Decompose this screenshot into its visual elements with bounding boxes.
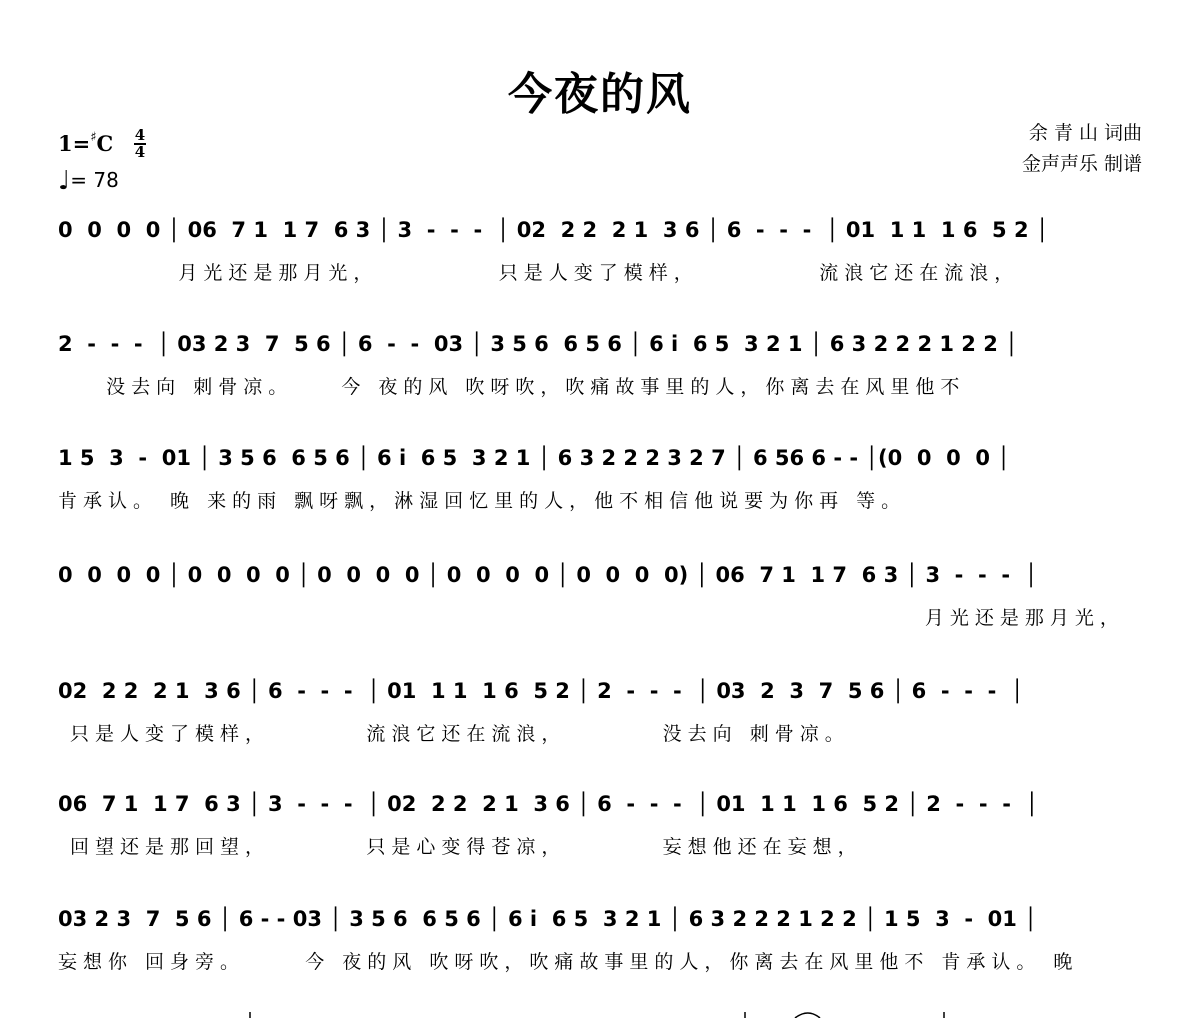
score-row: [58, 561, 1144, 629]
score-row: [58, 330, 1144, 398]
notation-line: 02 2 2 2 1 3 6 │ 6 - - - │ 01 1 1 1 6 5 2 │ 2 - - - │ 03 2 3 7 5 6 │ 6 - - - │: [58, 679, 1024, 703]
song-title: 今夜的风: [508, 69, 692, 120]
lyrics-line: 回望还是那回望， 只是心变得苍凉， 妄想他还在妄想，: [58, 836, 863, 858]
lyricist-composer-credit: 余 青 山 词曲: [1028, 122, 1142, 144]
slur-fragment: [795, 1013, 820, 1018]
score-row: [58, 905, 1144, 973]
notation-line: 0 0 0 0 │ 0 0 0 0 │ 0 0 0 0 │ 0 0 0 0 │ 0 0 0 0) │ 06 7 1 1 7 6 3 │ 3 - - - │: [58, 563, 1038, 587]
transcriber-credit: 金声声乐 制谱: [1021, 153, 1142, 175]
notation-line: 06 7 1 1 7 6 3 │ 3 - - - │ 02 2 2 2 1 3 6 │ 6 - - - │ 01 1 1 1 6 5 2 │ 2 - - - │: [58, 792, 1039, 816]
tempo-value: = 78: [70, 168, 119, 192]
tempo-marking: [58, 166, 119, 196]
key-prefix: 1=: [58, 131, 91, 156]
score-row: [58, 677, 1144, 745]
time-signature-bottom: 4: [134, 143, 146, 161]
time-signature: [134, 128, 146, 160]
lyrics-line: 月光还是那月光， 只是人变了模样， 流浪它还在流浪，: [58, 262, 1020, 284]
lyrics-line: 月光还是那月光，: [58, 607, 1125, 629]
quarter-note-icon: ♩: [58, 166, 71, 196]
notation-line: 2 - - - │ 03 2 3 7 5 6 │ 6 - - 03 │ 3 5 6 6 5 6 │ 6 i 6 5 3 2 1 │ 6 3 2 2 2 1 2 2 │: [58, 332, 1018, 356]
lyrics-line: 没去向 刺骨凉。 今 夜的风 吹呀吹，吹痛故事里的人，你离去在风里他不: [58, 376, 966, 398]
key-signature: [58, 130, 113, 156]
lyrics-line: 只是人变了模样， 流浪它还在流浪， 没去向 刺骨凉。: [58, 723, 850, 745]
score-row: [58, 216, 1144, 284]
score-row: [58, 444, 1144, 512]
notation-line: 0 0 0 0 │ 06 7 1 1 7 6 3 │ 3 - - - │ 02 2 2 2 1 3 6 │ 6 - - - │ 01 1 1 1 6 5 2 │: [58, 218, 1049, 242]
time-signature-top: 4: [134, 126, 146, 144]
notation-line: 1 5 3 - 01 │ 3 5 6 6 5 6 │ 6 i 6 5 3 2 1 │ 6 3 2 2 2 3 2 7 │ 6 56 6 - - │(0 0 0 0 │: [58, 446, 1010, 470]
credits: [1022, 118, 1142, 180]
lyrics-line: 妄想你 回身旁。 今 夜的风 吹呀吹，吹痛故事里的人，你离去在风里他不 肯承认。 晚: [58, 951, 1079, 973]
score-row: [58, 790, 1144, 858]
notation-line: 03 2 3 7 5 6 │ 6 - - 03 │ 3 5 6 6 5 6 │ 6 i 6 5 3 2 1 │ 6 3 2 2 2 1 2 2 │ 1 5 3 - 01 │: [58, 907, 1037, 931]
key-note: C: [96, 131, 114, 156]
lyrics-line: 肯承认。 晚 来的雨 飘呀飘，淋湿回忆里的人，他不相信他说要为你再 等。: [58, 490, 907, 512]
sharp-icon: ♯: [90, 130, 97, 145]
